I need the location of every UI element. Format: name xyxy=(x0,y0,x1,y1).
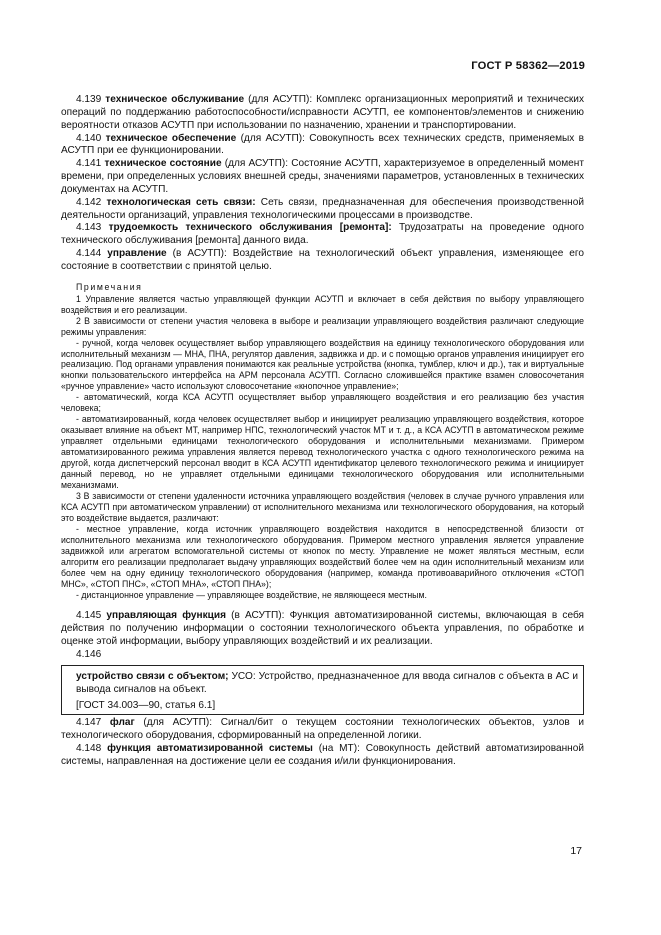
notes-section xyxy=(61,282,584,601)
term-entry-4-144 xyxy=(61,248,584,274)
term-name: управление xyxy=(107,248,167,260)
term-name: управляющая функция xyxy=(106,610,226,622)
term-definition: Трудозатраты на проведение одного технического обслуживания [ремонта] данного вида. xyxy=(61,222,585,247)
note-2-manual: - ручной, когда человек осуществляет выбор управляющего воздействия на единицу технологического оборудования или исполнительный механизм — МНА, ПНА, регулятор давления, задвижка и др. и с помощью органов управления инициирует его реализацию. Под органами управления понимаются как реальные устройства (кнопка, тумблер, ключ и др.), так и виртуальные кнопки пользовательского интерфейса на АРМ персонала АСУТП. Согласно сложившейся практике взамен словосочетания «ручное управление» часто используют словосочетание «кнопочное управление»; xyxy=(61,337,584,392)
term-entry-4-146-box xyxy=(61,665,584,716)
term-number-4-146: 4.146 xyxy=(76,648,102,660)
term-number: 4.144 xyxy=(76,248,102,260)
term-name: техническое состояние xyxy=(104,158,222,170)
term-entry-4-146 xyxy=(76,670,578,696)
term-definition: (на МТ): Совокупность действий автоматизированной системы, направленная на достижение цели ее создания и/или функционирования. xyxy=(61,743,584,767)
term-number: 4.140 xyxy=(76,132,102,144)
term-entry-4-147 xyxy=(61,717,584,743)
term-number: 4.141 xyxy=(76,158,102,170)
note-2-automated: - автоматизированный, когда человек осуществляет выбор и инициирует реализацию управляющего воздействия, которое оказывает влияние на объект МТ, например НПС, технологический участок МТ и т. д., а КСА АСУТП в автоматическом режиме управляет отдельными единицами технологического оборудования и исполнительными механизмами. Примером автоматизированного режима управления является перевод технологического участка с одного технологического режима на другой, когда диспетчерский персонал вводит в КСА АСУТП идентификатор целевого технологического режима и инициирует данный перевод, но не управляет отдельными единицами технологического оборудования или исполнительными механизмами. xyxy=(61,414,584,490)
term-name: техническое обслуживание xyxy=(105,94,245,105)
note-2-automatic: - автоматический, когда КСА АСУТП осуществляет выбор управляющего воздействия и его реализацию без участия человека; xyxy=(61,392,584,414)
term-definition: (в АСУТП): Воздействие на технологический объект управления, изменяющее его состояние в соответствии с принятой целью. xyxy=(61,248,584,272)
term-entry-4-140 xyxy=(61,133,584,159)
term-definition: УСО: Устройство, предназначенное для ввода сигналов с объекта в АС и вывода сигналов на объект. xyxy=(76,670,579,696)
term-name: функция автоматизированной системы xyxy=(107,743,313,755)
page-number: 17 xyxy=(570,845,582,857)
term-entry-4-141 xyxy=(61,158,584,197)
term-entry-4-139 xyxy=(61,94,584,133)
notes-title: Примечания xyxy=(76,281,143,292)
page-body xyxy=(61,94,584,769)
term-entry-4-148 xyxy=(61,743,584,769)
term-number: 4.145 xyxy=(76,610,102,622)
term-name: трудоемкость технического обслуживания [ремонта]: xyxy=(108,222,392,234)
term-name: флаг xyxy=(109,717,135,729)
term-entry-4-143 xyxy=(61,222,584,248)
terms-section-1 xyxy=(61,94,584,274)
term-number: 4.142 xyxy=(76,196,102,208)
term-definition: (для АСУТП): Сигнал/бит о текущем состоянии технологических объектов, узлов и технологического оборудования, сформированный на определенной логики. xyxy=(61,717,584,742)
note-1: 1 Управление является частью управляющей функции АСУТП и включает в себя действия по выбору управляющего воздействия и его реализации. xyxy=(61,293,584,315)
term-source-reference: [ГОСТ 34.003—90, статья 6.1] xyxy=(76,700,216,712)
term-number: 4.147 xyxy=(76,717,102,729)
note-3-remote: - дистанционное управление — управляющее воздействие, не являющееся местным. xyxy=(76,589,427,600)
term-definition: (для АСУТП): Совокупность всех технических средств, применяемых в АСУТП при ее функционировании. xyxy=(61,132,585,157)
term-number: 4.139 xyxy=(76,94,102,105)
term-definition: Сеть связи, предназначенная для обеспечения производственной деятельности организаций, управления технологическими процессами в производстве. xyxy=(61,196,584,221)
term-number: 4.143 xyxy=(76,222,102,234)
term-name: технологическая сеть связи: xyxy=(106,196,256,208)
note-3-local: - местное управление, когда источник управляющего воздействия находится в непосредственной близости от исполнительного механизма или технологического оборудования. Примером местного управления является управление задвижкой или агрегатом вспомогательной системы от кнопок по месту. Управление не может являться местным, если алгоритм его реализации предполагает выдачу управляющих воздействий более чем на один исполнительный механизм или более чем на одну единицу технологического оборудования (например, команда противоаварийного отключения «СТОП МНС», «СТОП ПНС», «СТОП МНА», «СТОП ПНА»); xyxy=(61,523,584,589)
term-number: 4.148 xyxy=(76,743,102,755)
term-name: устройство связи с объектом; xyxy=(76,670,229,682)
document-code-header: ГОСТ Р 58362—2019 xyxy=(471,60,585,72)
term-entry-4-145 xyxy=(61,610,584,649)
terms-section-2 xyxy=(61,610,584,768)
term-entry-4-142 xyxy=(61,197,584,223)
term-name: техническое обеспечение xyxy=(105,132,237,144)
term-definition: (в АСУТП): Функция автоматизированной системы, включающая в себя действия по получению информации о состоянии технологического объекта управления, по обработке и оценке этой информации, выбору управляющих воздействий и их реализации. xyxy=(61,610,584,648)
note-3: 3 В зависимости от степени удаленности источника управляющего воздействия (человек в случае ручного управления или КСА АСУТП при автоматическом управлении) от исполнительного механизма или технологического оборудования, на который это воздействие выдается, различают: xyxy=(61,490,584,523)
term-definition: (для АСУТП): Комплекс организационных мероприятий и технических операций по поддержанию работоспособности/исправности АСУТП, ее компонентов/элементов и снижению вероятности отказов АСУТП при использовании по назначению, хранении и транспортировании. xyxy=(61,94,584,131)
term-definition: (для АСУТП): Состояние АСУТП, характеризуемое в определенный момент времени, при определенных условиях внешней среды, значениями параметров, установленных в технических документах на АСУТП. xyxy=(61,158,584,195)
note-2: 2 В зависимости от степени участия человека в выборе и реализации управляющего воздействия различают следующие режимы управления: xyxy=(61,315,584,337)
